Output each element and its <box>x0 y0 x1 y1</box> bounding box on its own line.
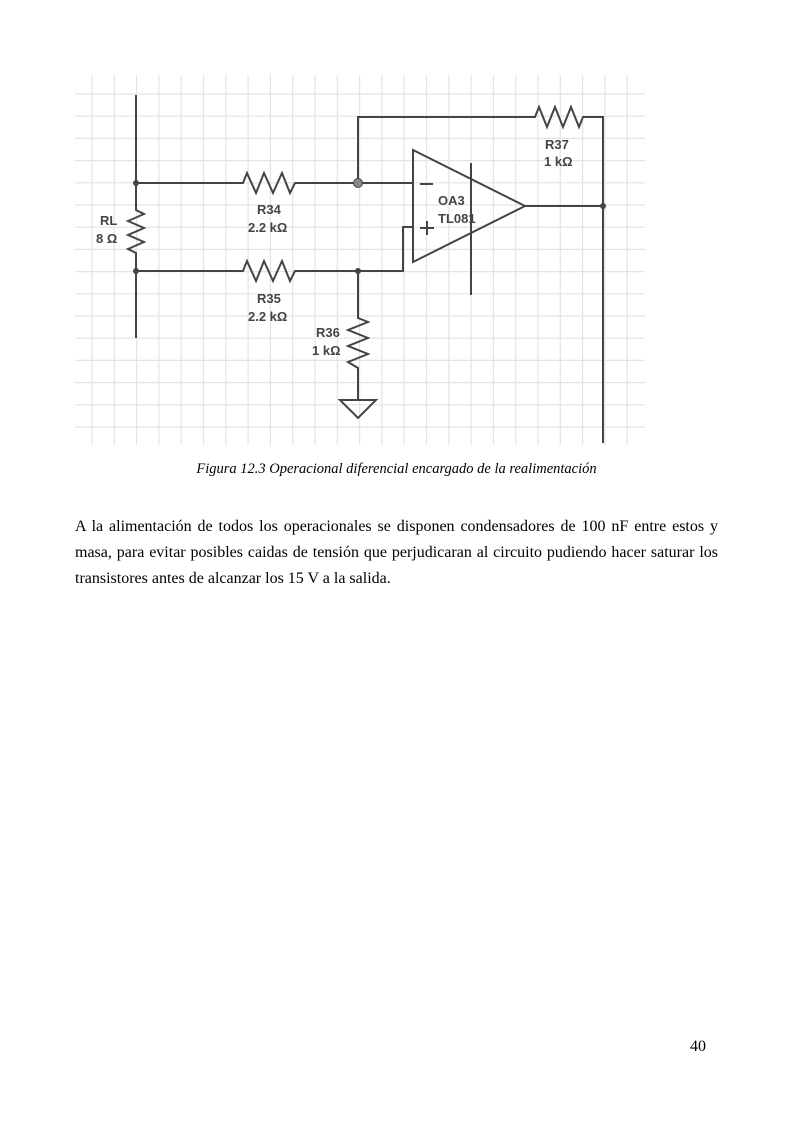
r36-resistor <box>348 271 368 400</box>
r37-name: R37 <box>545 137 569 152</box>
rl-name: RL <box>100 213 118 228</box>
r36-name: R36 <box>316 325 340 340</box>
r37-value: 1 kΩ <box>544 154 573 169</box>
r34-value: 2.2 kΩ <box>248 220 288 235</box>
opamp-name: OA3 <box>438 193 465 208</box>
r34-name: R34 <box>257 202 281 217</box>
rl-value: 8 Ω <box>96 231 118 246</box>
r35-value: 2.2 kΩ <box>248 309 288 324</box>
junction-node <box>354 179 363 188</box>
r35-resistor <box>136 227 413 281</box>
grid <box>75 75 645 445</box>
junction-dot <box>133 180 139 186</box>
junction-dot <box>600 203 606 209</box>
ground-icon <box>340 400 376 418</box>
r36-value: 1 kΩ <box>312 343 341 358</box>
figure-caption: Figura 12.3 Operacional diferencial encargado de la realimentación <box>196 461 597 477</box>
opamp-triangle <box>413 150 525 262</box>
circuit-schematic <box>0 0 793 460</box>
opamp-model: TL081 <box>438 211 476 226</box>
wires <box>128 95 603 443</box>
page-number: 40 <box>690 1038 706 1055</box>
body-paragraph: A la alimentación de todos los operacionales se disponen condensadores de 100 nF entre estos y masa, para evitar posibles caidas de tensión que perjudicaran al circuito pudiendo hacer saturar los transistores antes de alcanzar los 15 V a la salida. <box>75 518 718 587</box>
junction-dot <box>133 268 139 274</box>
r35-name: R35 <box>257 291 281 306</box>
junction-dot <box>355 268 361 274</box>
